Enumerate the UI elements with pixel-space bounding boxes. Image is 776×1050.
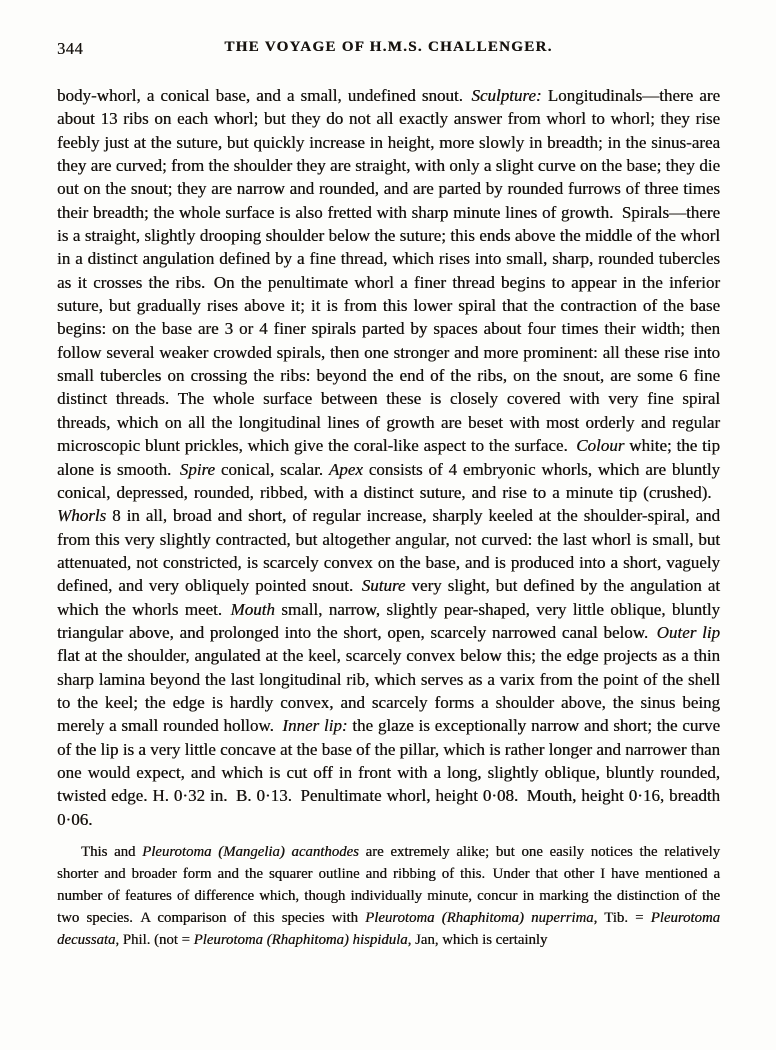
page-number: 344 — [57, 39, 84, 58]
running-head — [57, 38, 720, 60]
species-description-paragraph: body-whorl, a conical base, and a small, undefined snout. Sculpture: Longitudinals—there are about 13 ribs on each whorl; but they do not all exactly answer from whorl to whorl; they rise feebly just at the suture, but quickly increase in height, more slowly in breadth; in the sinus-area they are curved; from the shoulder they are straight, with only a slight curve on the base; they die out on the snout; they are narrow and rounded, and are parted by rounded furrows of three times their breadth; the whole surface is also fretted with sharp minute lines of growth. Spirals—there is a straight, slightly drooping shoulder below the suture; this ends above the middle of the whorl in a distinct angulation defined by a fine thread, which rises into small, sharp, rounded tubercles as it crosses the ribs. On the penultimate whorl a finer thread begins to appear in the inferior suture, but gradually rises above it; it is from this lower spiral that the contraction of the base begins: on the base are 3 or 4 finer spirals parted by spaces about four times their width; then follow several weaker crowded spirals, then one stronger and more prominent: all these rise into small tubercles on crossing the ribs: beyond the end of the ribs, on the snout, are some 6 fine distinct threads. The whole surface between these is closely covered with very fine spiral threads, which on all the longitudinal lines of growth are beset with most orderly and regular microscopic blunt prickles, which give the coral-like aspect to the surface. Colour white; the tip alone is smooth. Spire conical, scalar. Apex consists of 4 embryonic whorls, which are bluntly conical, depressed, rounded, ribbed, with a distinct suture, and rise to a minute tip (crushed). Whorls 8 in all, broad and short, of regular increase, sharply keeled at the shoulder-spiral, and from this very slightly contracted, but altogether angular, not curved: the last whorl is small, but attenuated, not constricted, is scarcely convex on the base, and is produced into a short, vaguely defined, and very obliquely pointed snout. Suture very slight, but defined by the angulation at which the whorls meet. Mouth small, narrow, slightly pear-shaped, very little oblique, bluntly triangular above, and prolonged into the short, open, scarcely narrowed canal below. Outer lip flat at the shoulder, angulated at the keel, scarcely convex below this; the edge projects as a thin sharp lamina beyond the last longitudinal rib, which serves as a varix from the point of the shell to the keel; the edge is hardly convex, and scarcely forms a shoulder above, the sinus being merely a small rounded hollow. Inner lip: the glaze is exceptionally narrow and short; the curve of the lip is a very little concave at the base of the pillar, which is rather longer and narrower than one would expect, and which is cut off in front with a long, slightly oblique, bluntly rounded, twisted edge. H. 0·32 in. B. 0·13. Penultimate whorl, height 0·08. Mouth, height 0·16, breadth 0·06. — [57, 86, 720, 829]
footnote-paragraph: This and Pleurotoma (Mangelia) acanthodes are extremely alike; but one easily notices the relatively shorter and broader form and the squarer outline and ribbing of this. Under that other I have mentioned a number of features of difference which, though individually minute, concur in marking the distinction of the two species. A comparison of this species with Pleurotoma (Rhaphitoma) nuperrima, Tib. = Pleurotoma decussata, Phil. (not = Pleurotoma (Rhaphitoma) hispidula, Jan, which is certainly — [57, 844, 720, 948]
running-title: THE VOYAGE OF H.M.S. CHALLENGER. — [224, 39, 553, 55]
